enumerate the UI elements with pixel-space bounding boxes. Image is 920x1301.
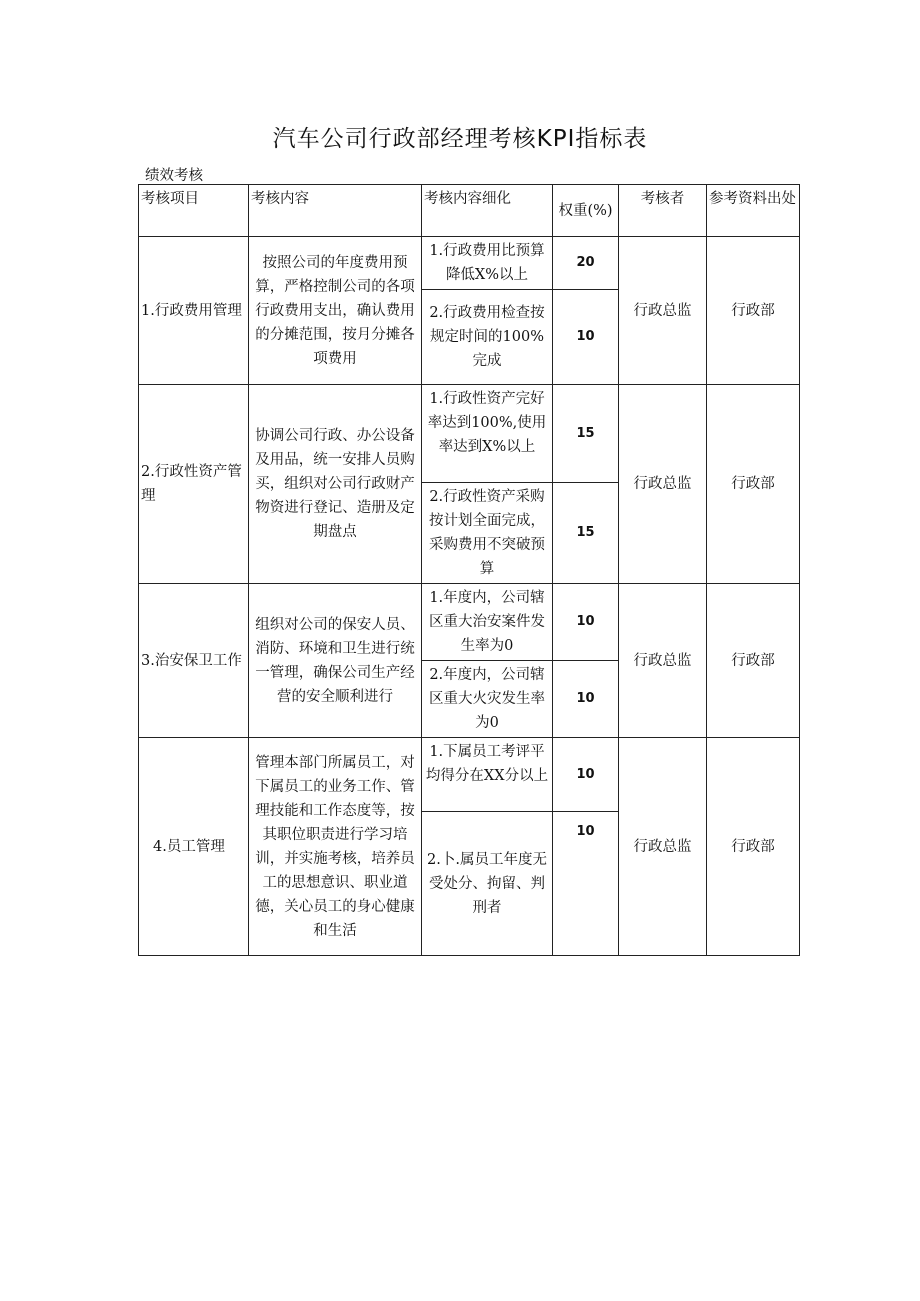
page-title: 汽车公司行政部经理考核KPI指标表 <box>272 126 648 152</box>
row-item: 3.治安保卫工作 <box>139 584 249 738</box>
row-weight: 10 <box>553 584 619 661</box>
row-source: 行政部 <box>707 237 800 385</box>
table-row <box>139 738 800 812</box>
row-assessor: 行政总监 <box>619 237 707 385</box>
row-assessor: 行政总监 <box>619 738 707 956</box>
row-assessor: 行政总监 <box>619 584 707 738</box>
row-source: 行政部 <box>707 584 800 738</box>
row-detail: 1.下属员工考评平均得分在XX分以上 <box>422 738 553 812</box>
row-content: 协调公司行政、办公设备及用品，统一安排人员购买，组织对公司行政财产物资进行登记、造册及定期盘点 <box>249 385 422 584</box>
row-item: 2.行政性资产管理 <box>139 385 249 584</box>
row-detail: 1.行政费用比预算降低X%以上 <box>422 237 553 290</box>
table-row <box>139 584 800 661</box>
row-detail: 2.卜.属员工年度无受处分、拘留、判刑者 <box>422 812 553 956</box>
row-weight: 10 <box>553 738 619 812</box>
table-header-row <box>139 185 800 237</box>
header-source: 参考资料出处 <box>707 185 800 237</box>
row-item: 4.员工管理 <box>139 738 249 956</box>
header-weight: 权重(%) <box>553 185 619 237</box>
row-content: 组织对公司的保安人员、消防、环境和卫生进行统一管理，确保公司生产经营的安全顺利进行 <box>249 584 422 738</box>
row-source: 行政部 <box>707 738 800 956</box>
row-detail: 1.行政性资产完好率达到100%,使用率达到X%以上 <box>422 385 553 483</box>
row-detail: 2.行政性资产采购按计划全面完成，采购费用不突破预算 <box>422 483 553 584</box>
header-detail: 考核内容细化 <box>422 185 553 237</box>
row-detail: 1.年度内，公司辖区重大治安案件发生率为0 <box>422 584 553 661</box>
row-detail: 2.行政费用检查按规定时间的100%完成 <box>422 290 553 385</box>
row-weight: 15 <box>553 483 619 584</box>
row-content: 管理本部门所属员工，对下属员工的业务工作、管理技能和工作态度等，按其职位职责进行学习培训，并实施考核，培养员工的思想意识、职业道德，关心员工的身心健康和生活 <box>249 738 422 956</box>
header-item: 考核项目 <box>139 185 249 237</box>
row-weight: 15 <box>553 385 619 483</box>
row-source: 行政部 <box>707 385 800 584</box>
row-weight: 20 <box>553 237 619 290</box>
header-assessor: 考核者 <box>619 185 707 237</box>
header-content: 考核内容 <box>249 185 422 237</box>
kpi-table <box>138 184 800 956</box>
row-weight: 10 <box>553 661 619 738</box>
table-caption: 绩效考核 <box>145 168 203 184</box>
row-weight: 10 <box>553 812 619 956</box>
row-weight: 10 <box>553 290 619 385</box>
row-detail: 2.年度内，公司辖区重大火灾发生率为0 <box>422 661 553 738</box>
row-item: 1.行政费用管理 <box>139 237 249 385</box>
table-row <box>139 385 800 483</box>
table-row <box>139 237 800 290</box>
row-assessor: 行政总监 <box>619 385 707 584</box>
row-content: 按照公司的年度费用预算，严格控制公司的各项行政费用支出，确认费用的分摊范围，按月分摊各项费用 <box>249 237 422 385</box>
